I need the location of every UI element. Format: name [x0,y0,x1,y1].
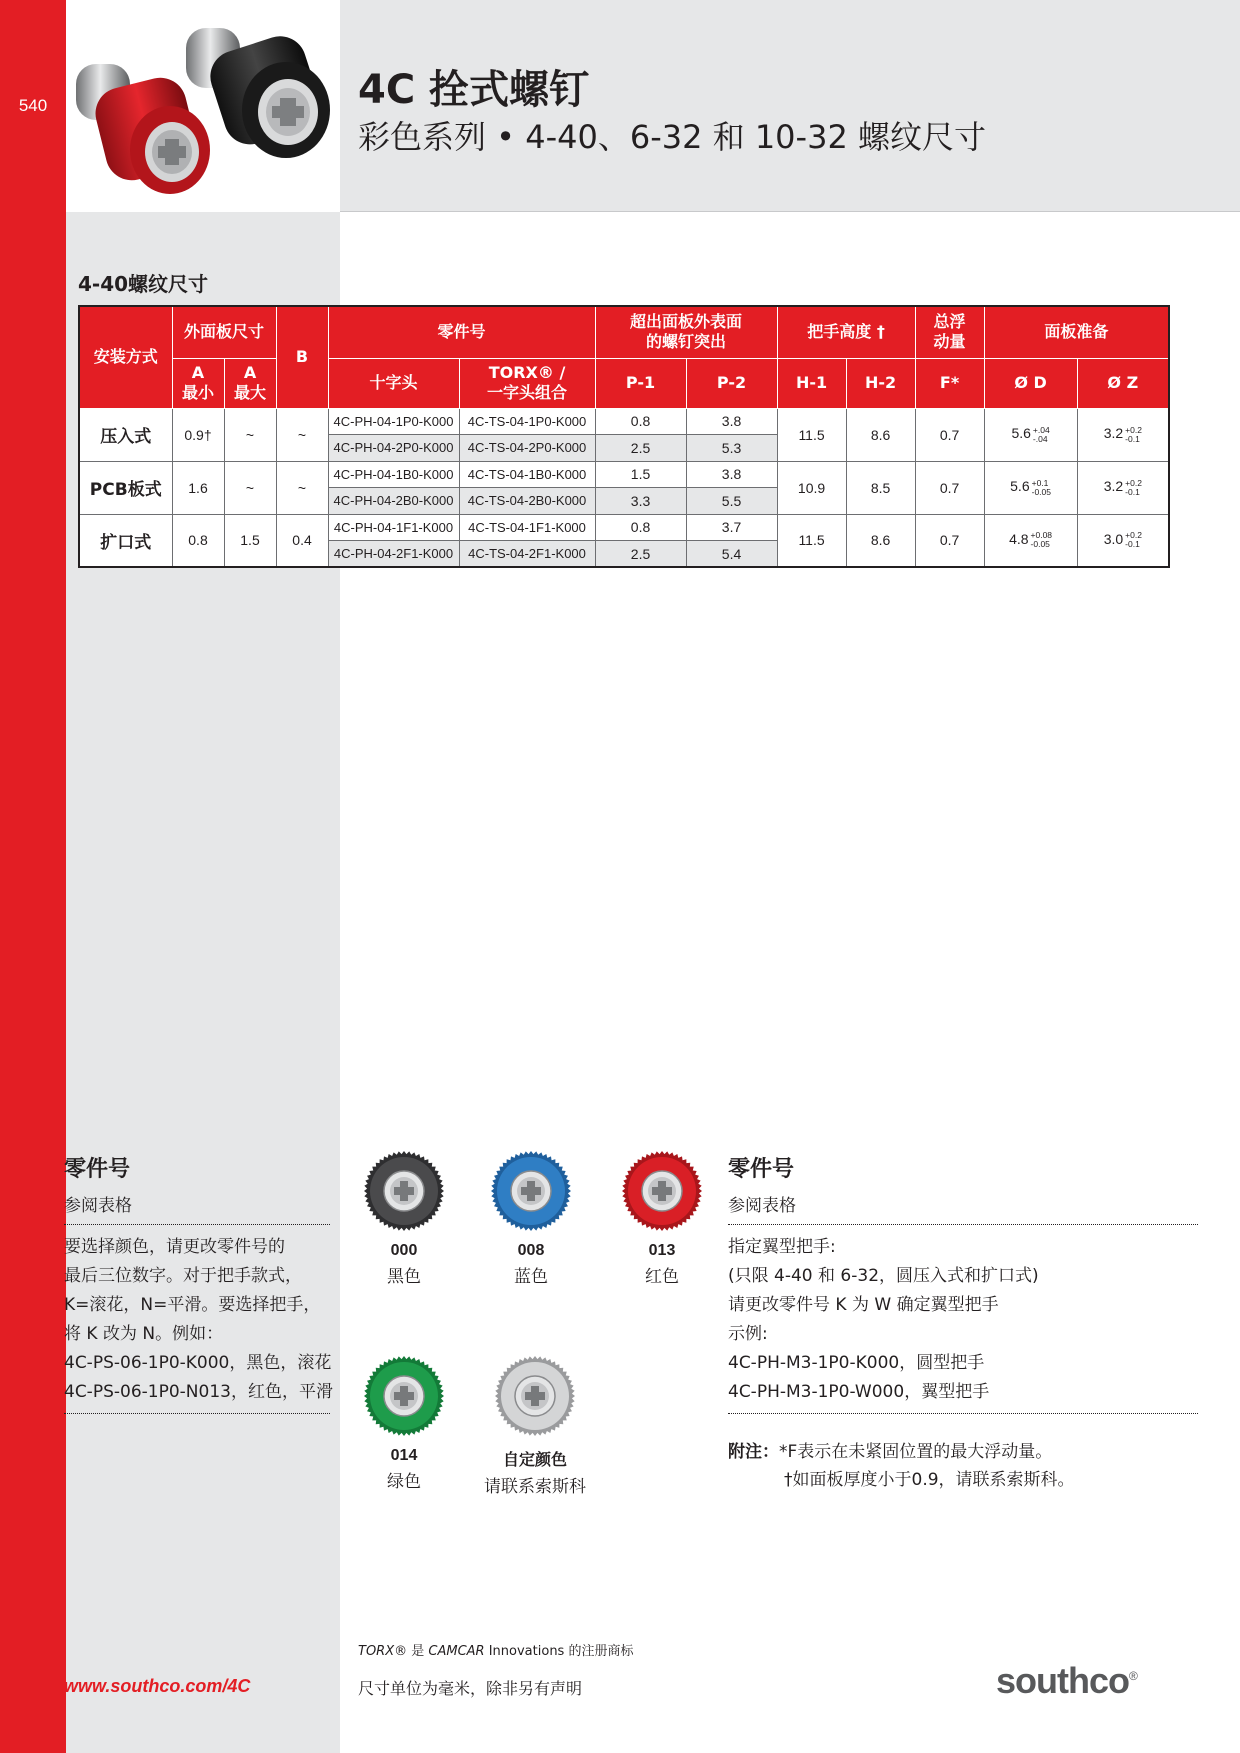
body-line: (只限 4-40 和 6-32，圆压入式和扩口式) [728,1266,1039,1286]
mount-type: 扩口式 [79,514,172,567]
body-line: 要选择颜色，请更改零件号的 [64,1237,285,1257]
a-min-value: 0.8 [172,514,224,567]
swatch-code: 自定颜色 [502,1452,567,1469]
body-line: 指定翼型把手: [728,1237,836,1257]
phillips-part-number: 4C-PH-04-2B0-K000 [328,488,459,515]
swatch-name: 蓝色 [514,1267,548,1287]
header-diameter-z: Ø Z [1077,358,1169,408]
phillips-part-number: 4C-PH-04-2F1-K000 [328,541,459,568]
knob-icon [490,1150,572,1232]
southco-logo: southco® [996,1660,1137,1701]
note-panel-thickness: †如面板厚度小于0.9，请联系索斯科。 [784,1470,1075,1490]
body-line: K=滚花，N=平滑。要选择把手， [64,1295,321,1315]
body-line: 最后三位数字。对于把手款式， [64,1266,302,1286]
diameter-z-cell [1077,514,1169,567]
diameter-d-tolerance: +0.08 -0.05 [1030,530,1053,550]
table-row [79,461,1169,488]
diameter-z-tolerance: +0.2 -0.1 [1125,477,1142,497]
b-value: ~ [276,461,328,514]
header-outer-panel: 外面板尺寸 [172,306,276,358]
color-swatch [334,1355,474,1492]
float-value: 0.7 [915,408,984,461]
units-note: 尺寸单位为毫米，除非另有声明 [358,1679,583,1698]
a-max-value: ~ [224,461,276,514]
p2-value: 3.8 [686,408,777,435]
note-float: *F表示在未紧固位置的最大浮动量。 [779,1442,1053,1462]
torx-part-number: 4C-TS-04-2F1-K000 [459,541,595,568]
torx-part-number: 4C-TS-04-1P0-K000 [459,408,595,435]
header-diameter-d: Ø D [984,358,1077,408]
swatch-name: 请联系索斯科 [484,1477,586,1497]
knob-icon [494,1355,576,1437]
body-line: 4C-PS-06-1P0-N013，红色，平滑 [64,1382,333,1402]
diameter-d-tolerance: +0.1 -0.05 [1031,477,1051,497]
part-number-heading: 零件号 [64,1157,131,1182]
color-swatch [461,1150,601,1287]
part-number-info-right [728,1152,1198,1414]
page-subtitle: 彩色系列 • 4-40、6-32 和 10-32 螺纹尺寸 [358,118,986,156]
p1-value: 1.5 [595,461,686,488]
diameter-d-value: 5.6 [1010,478,1030,495]
a-min-value: 0.9† [172,408,224,461]
header-protrusion: 超出面板外表面 的螺钉突出 [595,306,777,358]
part-number-body [64,1233,333,1414]
torx-part-number: 4C-TS-04-1B0-K000 [459,461,595,488]
header-float: 总浮 动量 [915,306,984,358]
diameter-z-value: 3.2 [1103,478,1124,495]
phillips-part-number: 4C-PH-04-2P0-K000 [328,435,459,462]
notes [728,1438,1075,1494]
diameter-z-tolerance: +0.2 -0.1 [1125,530,1142,550]
h1-value: 11.5 [777,514,846,567]
torx-part-number: 4C-TS-04-2B0-K000 [459,488,595,515]
color-swatch [465,1355,605,1497]
phillips-part-number: 4C-PH-04-1F1-K000 [328,514,459,541]
diameter-d-tolerance: +.04 -.04 [1032,424,1050,444]
body-line: 4C-PS-06-1P0-K000，黑色，滚花 [64,1353,332,1373]
diameter-z-value: 3.2 [1103,425,1124,442]
float-value: 0.7 [915,514,984,567]
part-number-subheading: 参阅表格 [64,1191,330,1225]
h2-value: 8.6 [846,408,915,461]
website-link[interactable]: www.southco.com/4C [64,1676,251,1696]
red-screw-image [76,64,210,194]
knob-icon [621,1150,703,1232]
part-number-body [728,1233,1198,1414]
body-line: 示例: [728,1324,768,1344]
header-h1: H-1 [777,358,846,408]
diameter-z-tolerance: +0.2 -0.1 [1125,424,1142,444]
a-min-value: 1.6 [172,461,224,514]
p1-value: 2.5 [595,541,686,568]
header-panel-prep: 面板准备 [984,306,1169,358]
table-row [79,514,1169,541]
color-swatch [592,1150,732,1287]
diameter-z-cell [1077,461,1169,514]
phillips-part-number: 4C-PH-04-1B0-K000 [328,461,459,488]
swatch-name: 黑色 [387,1267,421,1287]
body-line: 4C-PH-M3-1P0-K000，圆型把手 [728,1353,985,1373]
torx-part-number: 4C-TS-04-2P0-K000 [459,435,595,462]
mount-type: 压入式 [79,408,172,461]
color-swatch [334,1150,474,1287]
table-row [79,408,1169,435]
header-handle-height: 把手高度 † [777,306,915,358]
trademark-note: TORX® 是 CAMCAR Innovations 的注册商标 [358,1644,634,1659]
diameter-z-cell [1077,408,1169,461]
diameter-d-cell [984,514,1077,567]
p1-value: 0.8 [595,514,686,541]
spec-table [78,305,1170,568]
body-line: 将 K 改为 N。例如： [64,1324,224,1344]
swatch-code: 000 [390,1242,418,1259]
diameter-d-value: 4.8 [1009,531,1029,548]
section-title: 4-40螺纹尺寸 [78,272,209,296]
header-h2: H-2 [846,358,915,408]
p2-value: 3.8 [686,461,777,488]
p1-value: 0.8 [595,408,686,435]
header-a-min: A 最小 [172,358,224,408]
diameter-d-value: 5.6 [1011,425,1031,442]
header-f: F* [915,358,984,408]
swatch-code: 014 [390,1447,418,1464]
part-number-subheading: 参阅表格 [728,1191,1198,1225]
b-value: ~ [276,408,328,461]
phillips-part-number: 4C-PH-04-1P0-K000 [328,408,459,435]
body-line: 4C-PH-M3-1P0-W000，翼型把手 [728,1382,990,1402]
a-max-value: 1.5 [224,514,276,567]
header-p1: P-1 [595,358,686,408]
diameter-d-cell [984,461,1077,514]
product-photo [66,0,340,212]
h1-value: 10.9 [777,461,846,514]
diameter-d-cell [984,408,1077,461]
swatch-code: 008 [517,1242,545,1259]
p1-value: 3.3 [595,488,686,515]
swatch-code: 013 [648,1242,676,1259]
page-number: 540 [18,96,48,115]
p2-value: 5.4 [686,541,777,568]
p2-value: 5.5 [686,488,777,515]
a-max-value: ~ [224,408,276,461]
header-p2: P-2 [686,358,777,408]
section-marker [0,260,66,306]
p2-value: 5.3 [686,435,777,462]
float-value: 0.7 [915,461,984,514]
header-mount: 安装方式 [79,306,172,408]
torx-part-number: 4C-TS-04-1F1-K000 [459,514,595,541]
page-title: 4C 拴式螺钉 [358,67,590,113]
mount-type: PCB板式 [79,461,172,514]
body-line: 请更改零件号 K 为 W 确定翼型把手 [728,1295,999,1315]
header-phillips: 十字头 [328,358,459,408]
header-b: B [276,306,328,408]
h2-value: 8.6 [846,514,915,567]
knob-icon [363,1355,445,1437]
swatch-name: 绿色 [387,1472,421,1492]
header-part-number: 零件号 [328,306,595,358]
p2-value: 3.7 [686,514,777,541]
h2-value: 8.5 [846,461,915,514]
swatch-name: 红色 [645,1267,679,1287]
b-value: 0.4 [276,514,328,567]
h1-value: 11.5 [777,408,846,461]
header-a-max: A 最大 [224,358,276,408]
part-number-heading: 零件号 [728,1157,795,1182]
p1-value: 2.5 [595,435,686,462]
notes-label: 附注： [728,1442,779,1462]
knob-icon [363,1150,445,1232]
part-number-info-left [64,1152,333,1414]
header-torx: TORX® / 一字头组合 [459,358,595,408]
diameter-z-value: 3.0 [1103,531,1124,548]
